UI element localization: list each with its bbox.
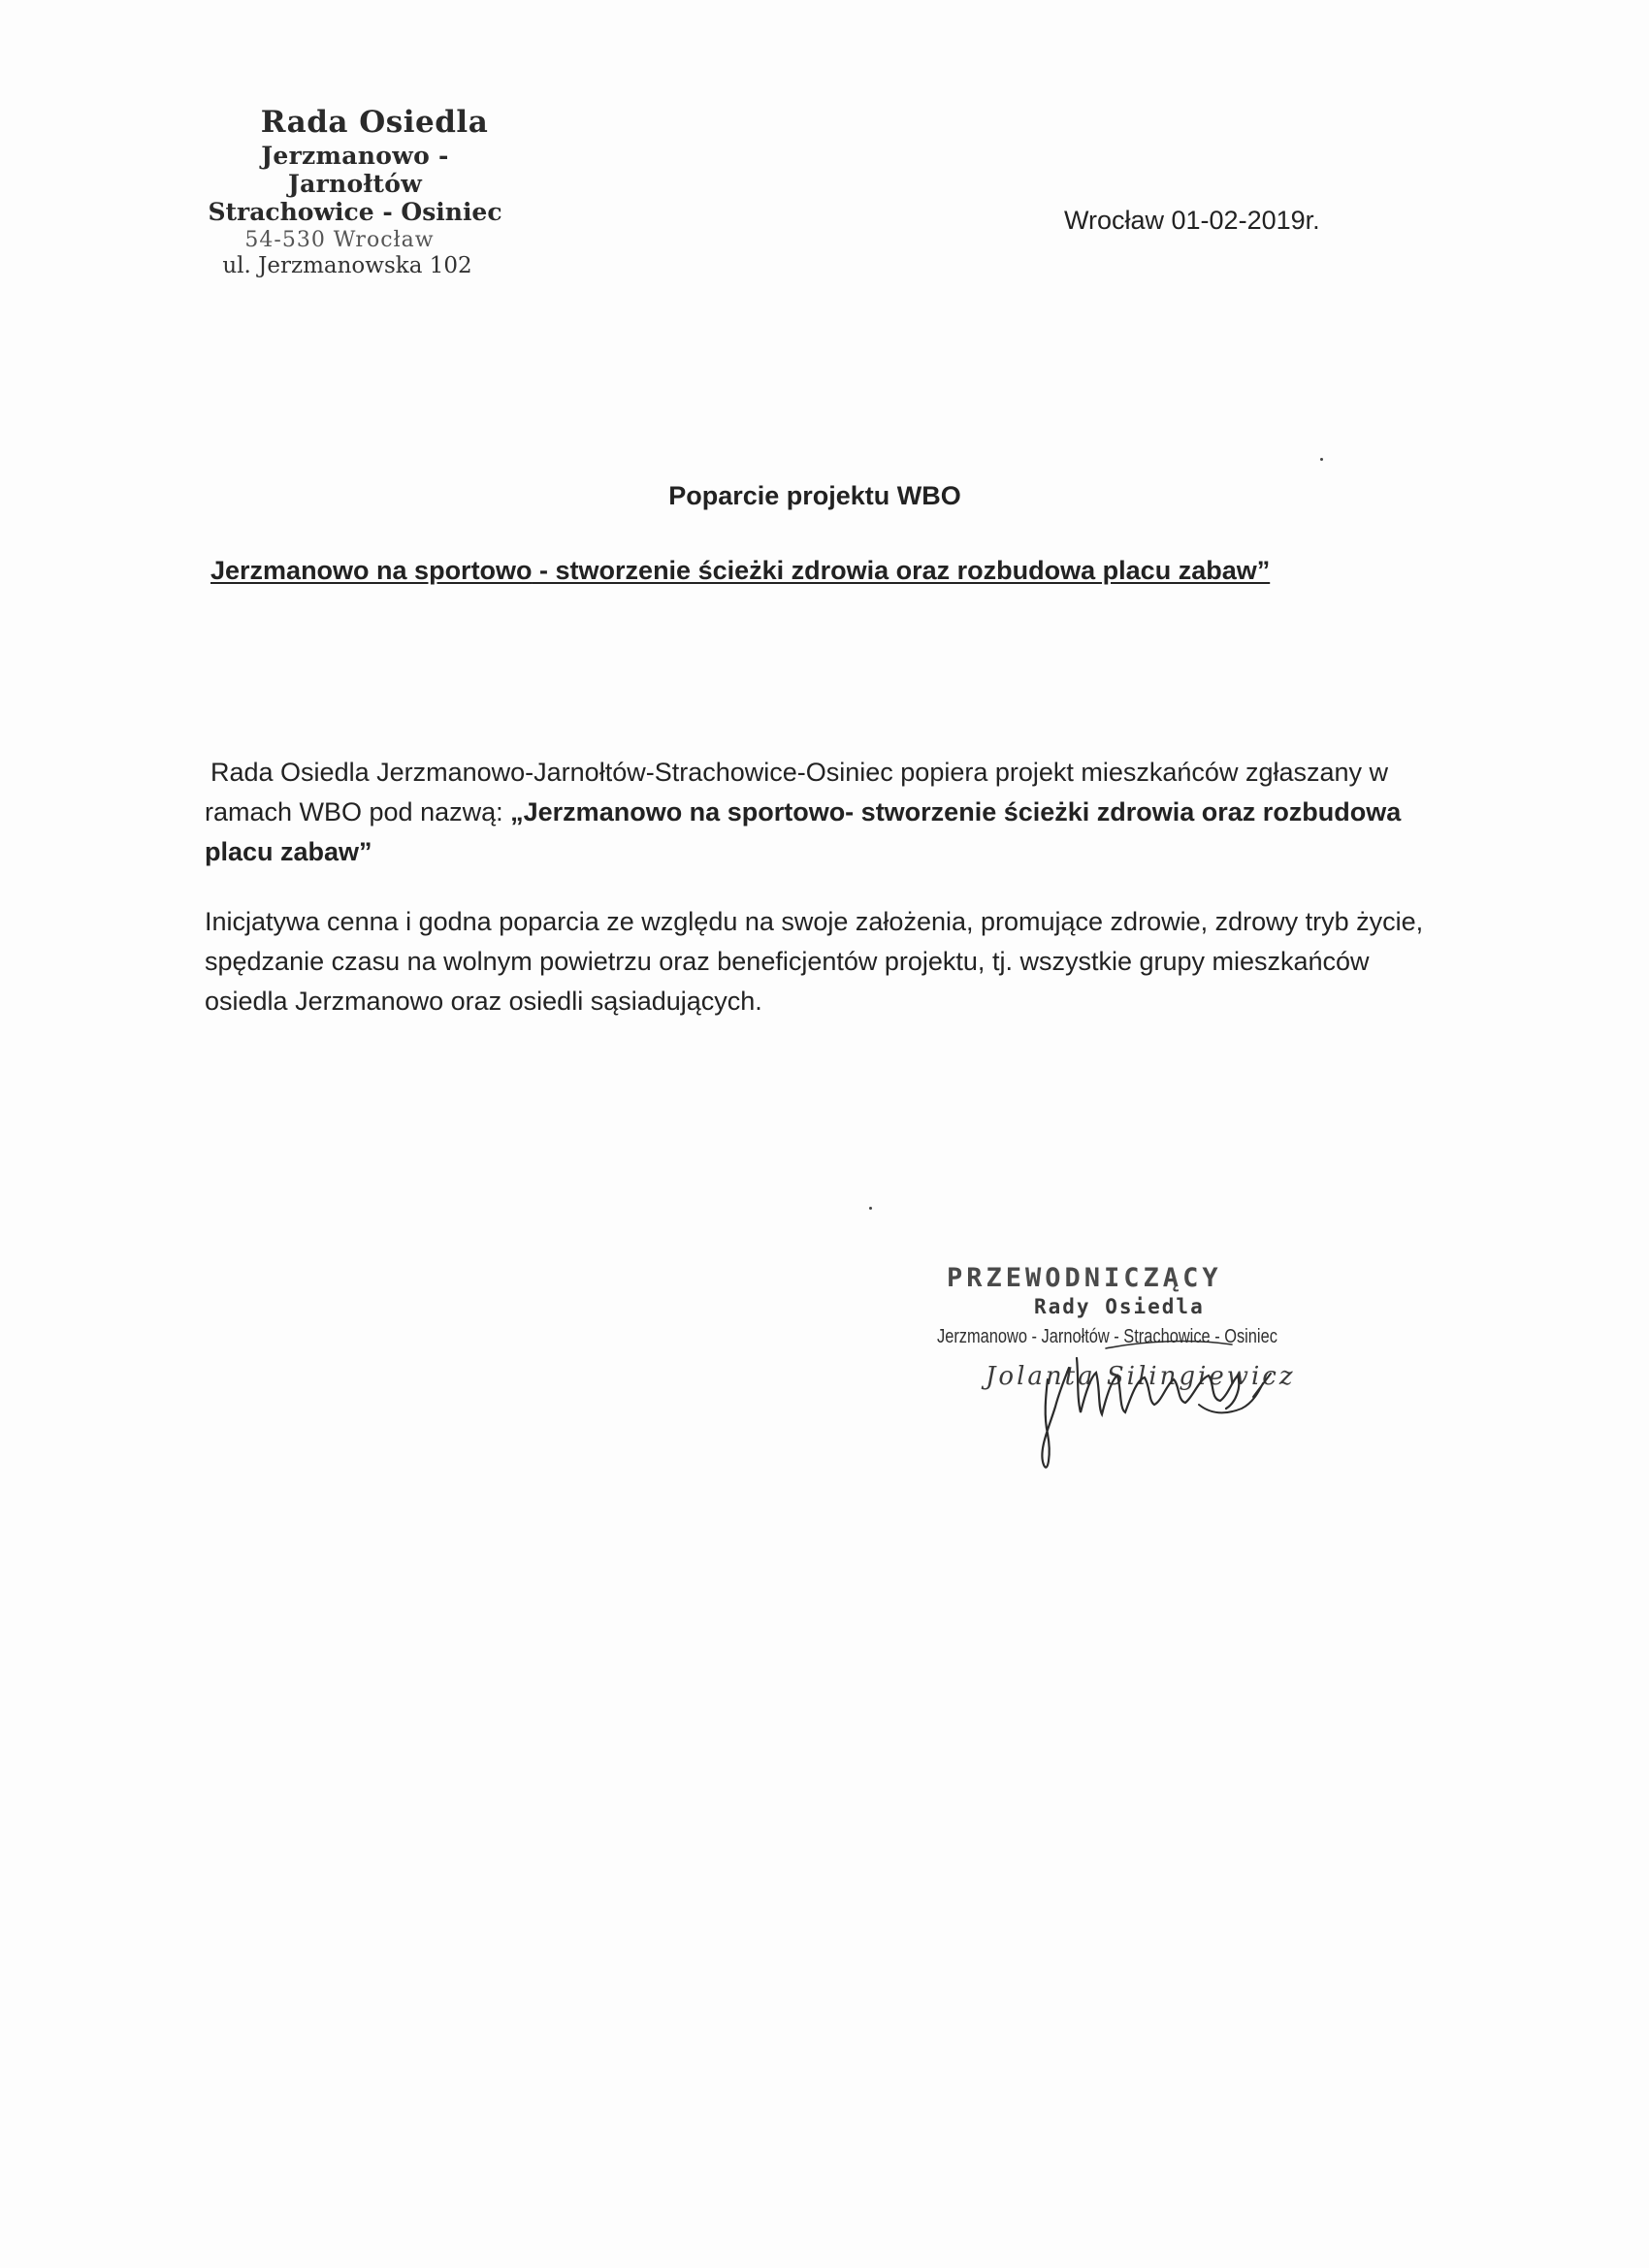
project-name-heading [210, 556, 1270, 586]
handwritten-signature [1009, 1319, 1280, 1484]
stamp-postal-code: 54-530 Wrocław [244, 228, 435, 252]
stamp-district-line-2: Strachowice - Osiniec [208, 198, 502, 226]
document-date: Wrocław 01-02-2019r. [1064, 206, 1320, 235]
stamp-street-address: ul. Jerzmanowska 102 [222, 253, 472, 278]
project-name-quote: „Jerzmanowo na sportowo- stworzenie ścieżki zdrowia oraz rozbudowa placu zabaw” [205, 797, 1402, 866]
document-title: Poparcie projektu WBO [668, 481, 961, 510]
stamp-council-name: Rada Osiedla [260, 105, 489, 140]
stamp-district-line-1: Jerzmanowo - Jarnołtów [261, 142, 449, 198]
council-address-stamp [190, 105, 520, 278]
chairperson-title: PRZEWODNICZĄCY [947, 1263, 1222, 1293]
project-name-part-1: Jerzmanowo na sportowo [210, 556, 533, 585]
chairperson-district: Jerzmanowo - Jarnołtów - Strachowice - Osiniec [937, 1326, 1277, 1347]
support-statement: Rada Osiedla Jerzmanowo-Jarnołtów-Strachowice-Osiniec popiera projekt mieszkańców zgłaszany w ramach WBO pod nazwą: [205, 758, 1389, 826]
scan-speck [869, 1207, 872, 1210]
support-paragraph [205, 753, 1456, 872]
chairperson-council: Rady Osiedla [1034, 1295, 1205, 1318]
chairperson-name: Jolanta Silingiewicz [986, 1362, 1296, 1391]
project-name-part-2: - stworzenie ścieżki zdrowia oraz rozbudowa placu zabaw” [532, 556, 1271, 585]
scan-speck [1320, 458, 1323, 461]
justification-paragraph: Inicjatywa cenna i godna poparcia ze względu na swoje założenia, promujące zdrowie, zdrowy tryb życie, spędzanie czasu na wolnym powietrzu oraz beneficjentów projektu, tj. wszystkie grupy mieszkańców osiedla Jerzmanowo oraz osiedli sąsiadujących. [205, 907, 1424, 1016]
